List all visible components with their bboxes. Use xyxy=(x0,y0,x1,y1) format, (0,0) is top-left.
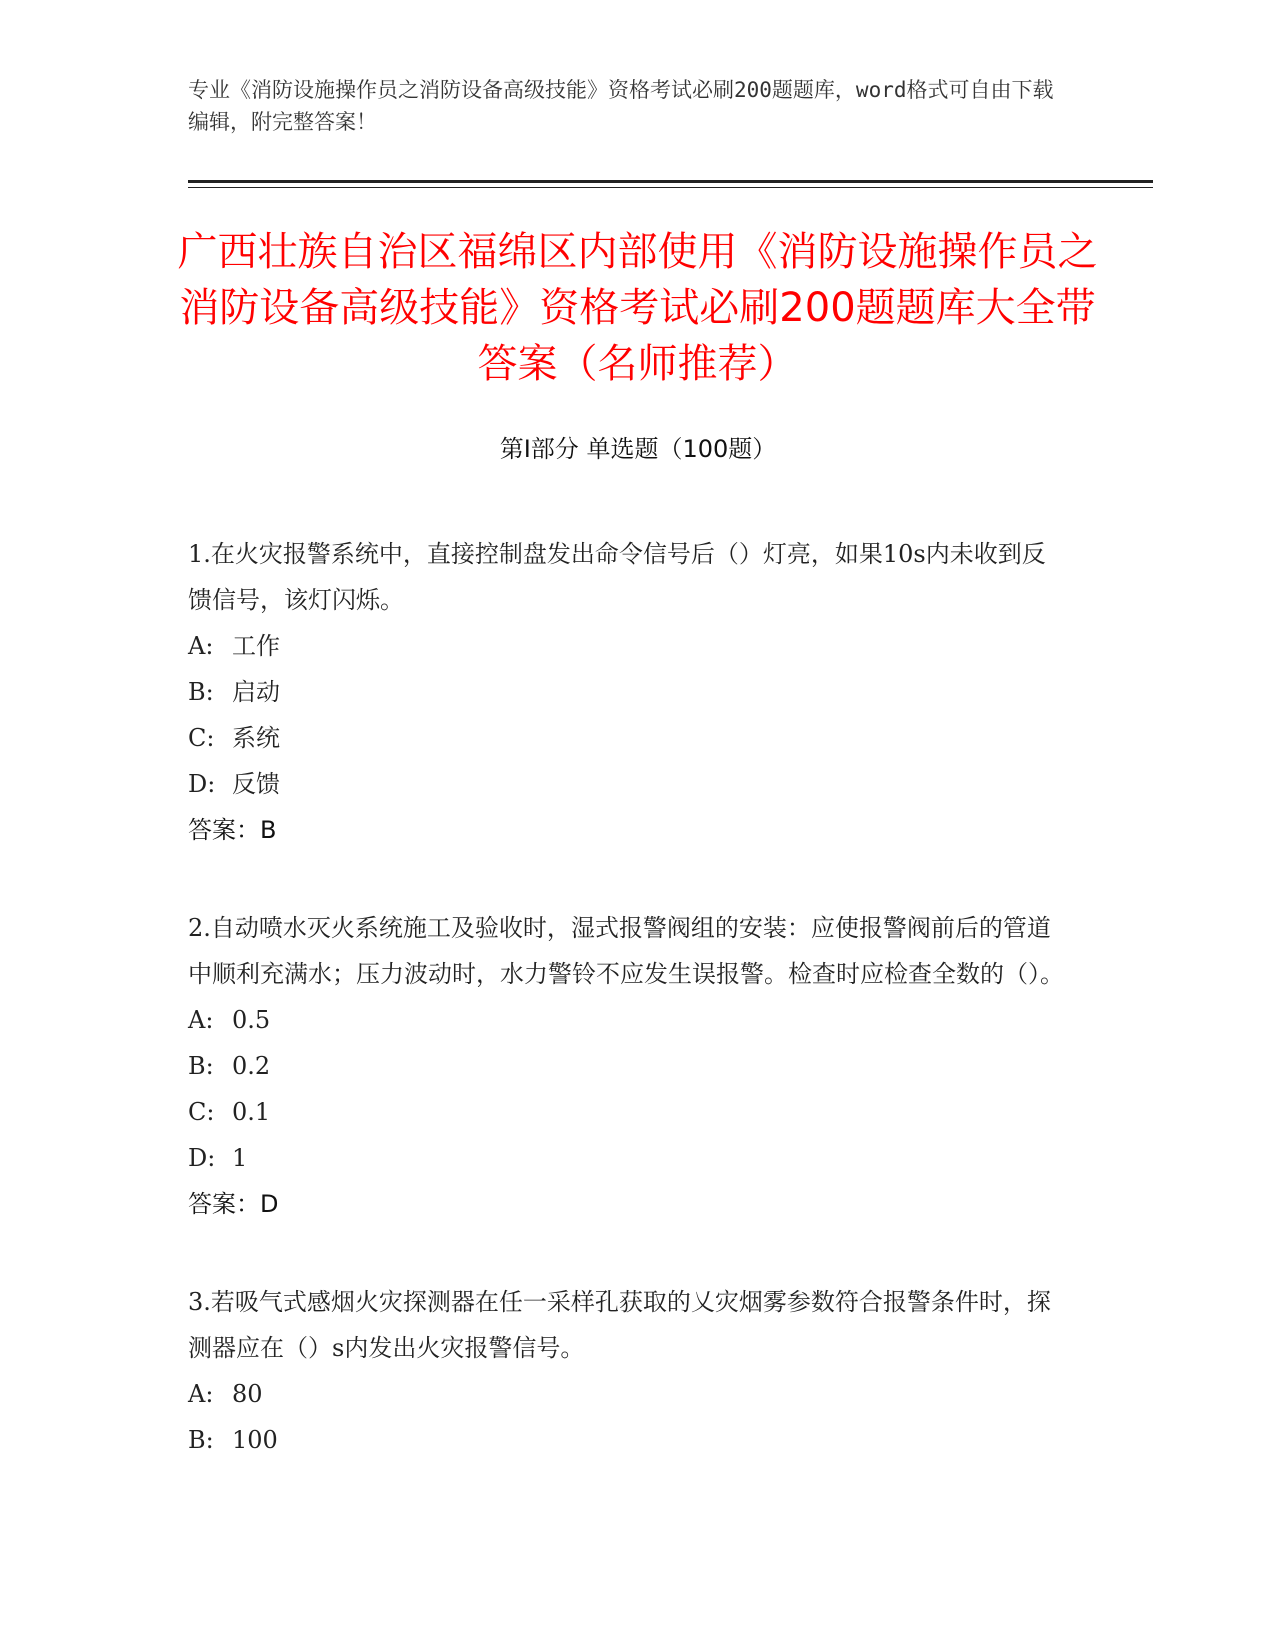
option-letter: C: xyxy=(188,1098,215,1126)
option-b xyxy=(188,1043,1068,1089)
option-letter: C: xyxy=(188,724,215,752)
section-title: 第Ⅰ部分 单选题（100题） xyxy=(499,435,777,463)
question-1 xyxy=(188,531,1068,853)
option-text: 100 xyxy=(232,1426,278,1454)
option-d xyxy=(188,761,1068,807)
question-text: 1.在火灾报警系统中，直接控制盘发出命令信号后（）灯亮，如果10s内未收到反馈信号，该灯闪烁。 xyxy=(188,540,1046,614)
question-2 xyxy=(188,905,1068,1227)
option-text: 工作 xyxy=(232,632,280,660)
header-note: 专业《消防设施操作员之消防设备高级技能》资格考试必刷200题题库，word格式可自由下载编辑，附完整答案！ xyxy=(188,78,1054,134)
option-a xyxy=(188,997,1068,1043)
option-c xyxy=(188,1089,1068,1135)
option-c xyxy=(188,715,1068,761)
option-letter: D: xyxy=(188,770,216,798)
option-letter: A: xyxy=(188,1006,214,1034)
header-rule-thin xyxy=(188,187,1153,188)
option-text: 系统 xyxy=(232,724,280,752)
answer: 答案：B xyxy=(188,816,277,844)
question-text: 2.自动喷水灭火系统施工及验收时，湿式报警阀组的安装：应使报警阀前后的管道中顺利充满水；压力波动时，水力警铃不应发生误报警。检查时应检查全数的（）。 xyxy=(188,914,1064,988)
question-text: 3.若吸气式感烟火灾探测器在任一采样孔获取的乂灾烟雾参数符合报警条件时，探测器应在（）s内发出火灾报警信号。 xyxy=(188,1288,1051,1362)
document-title: 广西壮族自治区福绵区内部使用《消防设施操作员之消防设备高级技能》资格考试必刷200题题库大全带答案（名师推荐） xyxy=(177,229,1098,387)
option-letter: A: xyxy=(188,632,214,660)
option-text: 启动 xyxy=(232,678,280,706)
option-text: 0.1 xyxy=(232,1098,271,1126)
option-a xyxy=(188,623,1068,669)
option-letter: B: xyxy=(188,1426,214,1454)
header-rule-thick xyxy=(188,180,1153,183)
option-a xyxy=(188,1371,1068,1417)
option-letter: B: xyxy=(188,1052,214,1080)
option-text: 1 xyxy=(232,1144,248,1172)
option-text: 0.5 xyxy=(232,1006,271,1034)
option-text: 80 xyxy=(232,1380,263,1408)
option-letter: B: xyxy=(188,678,214,706)
option-text: 反馈 xyxy=(232,770,280,798)
question-list xyxy=(188,531,1068,1515)
question-3 xyxy=(188,1279,1068,1463)
option-letter: A: xyxy=(188,1380,214,1408)
option-b xyxy=(188,669,1068,715)
option-d xyxy=(188,1135,1068,1181)
option-b xyxy=(188,1417,1068,1463)
option-text: 0.2 xyxy=(232,1052,271,1080)
answer: 答案：D xyxy=(188,1190,279,1218)
option-letter: D: xyxy=(188,1144,216,1172)
